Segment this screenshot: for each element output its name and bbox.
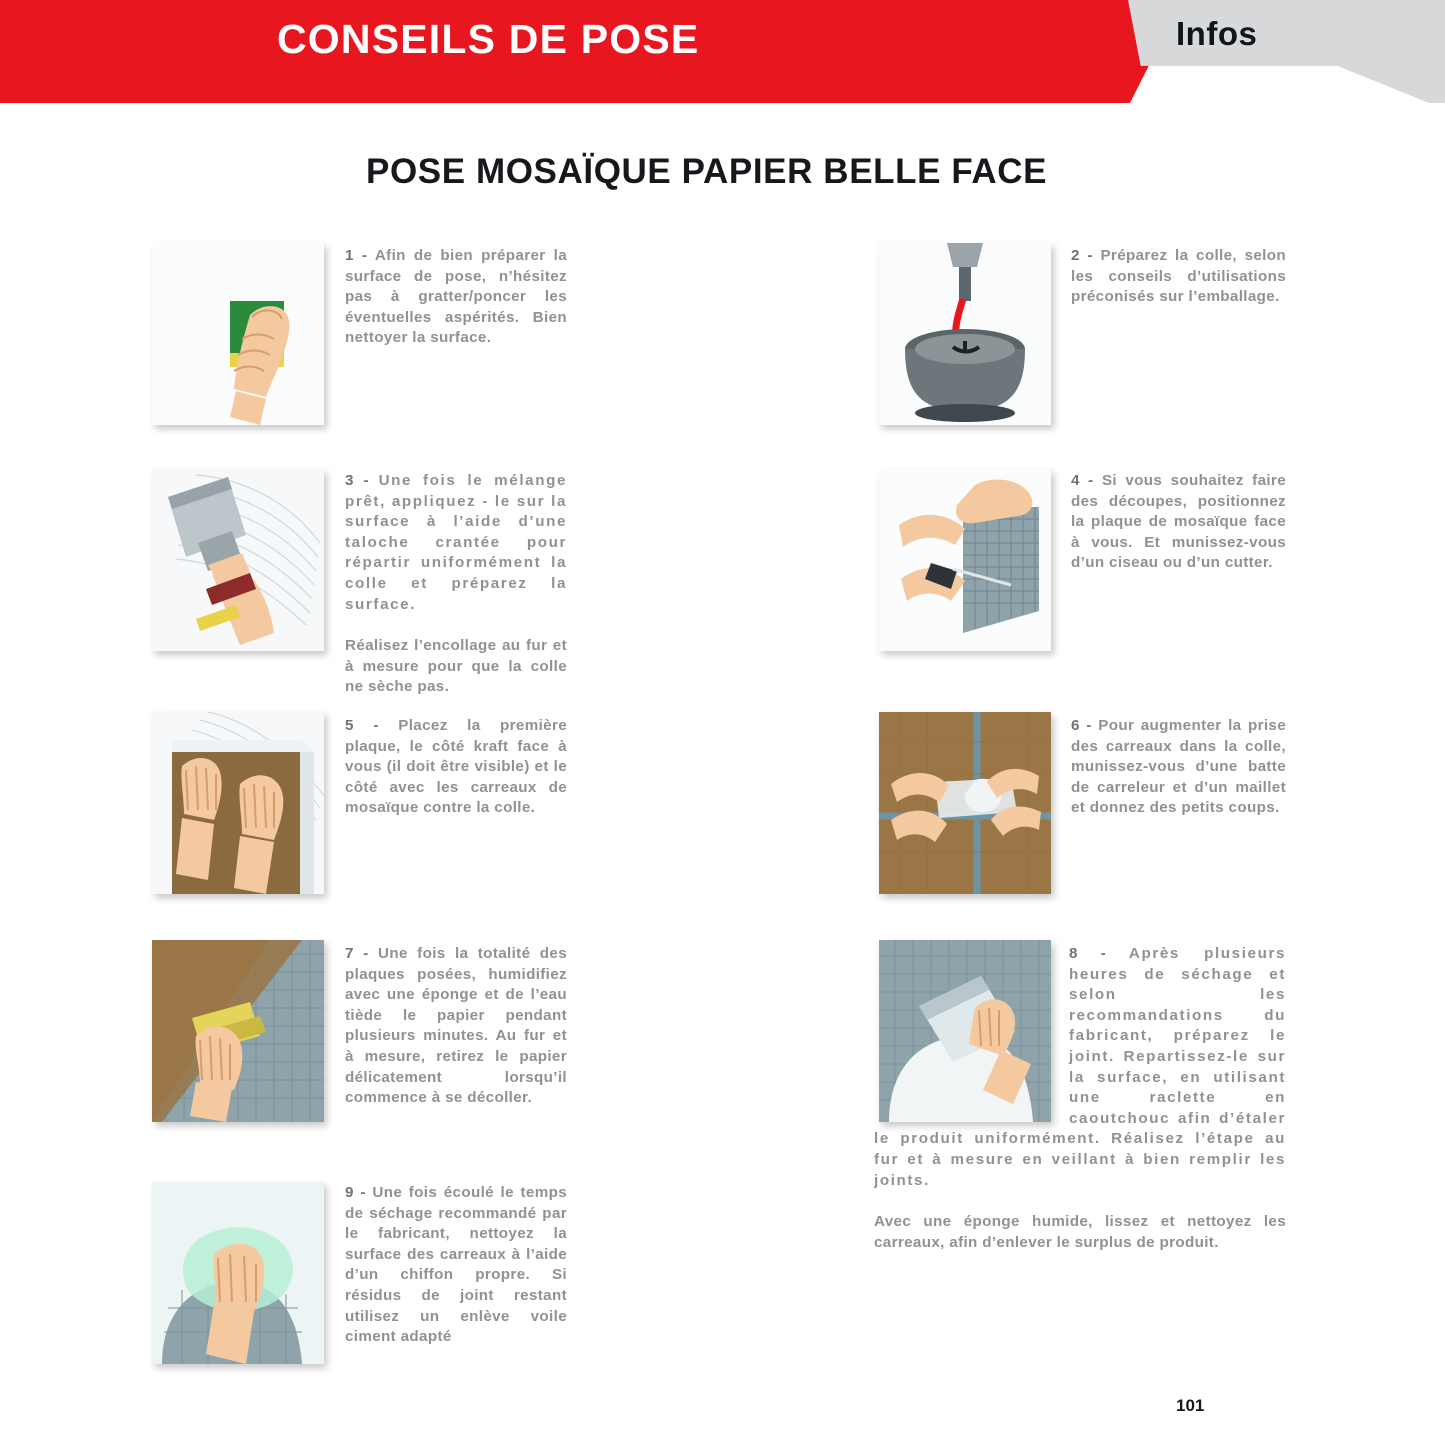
step-2-paragraph-1: Préparez la colle, selon les conseils d’utilisations préconisés sur l’emballage. <box>1071 247 1286 306</box>
step-5-paragraph-1: Placez la première plaque, le côté kraft face à vous (il doit être visible) et le côté avec les carreaux de mosaïque contre la colle. <box>345 717 567 817</box>
step-8-paragraph-2: Avec une éponge humide, lissez et nettoyez les carreaux, afin d’enlever le surplus de produit. <box>874 1213 1286 1251</box>
step-8-text <box>874 944 1286 1253</box>
step-9-image <box>152 1182 324 1364</box>
step-2-number: 2 - <box>1071 247 1101 264</box>
step-7-number: 7 - <box>345 945 379 962</box>
step-7-paragraph-1: Une fois la totalité des plaques posées, humidifiez avec une éponge et de l’eau tiède le papier pendant plusieurs minutes. Au fur et à mesure, retirez le papier délicatement lorsqu’il commence à se décoller. <box>345 945 567 1107</box>
step-9-text <box>345 1183 567 1348</box>
step-7-text <box>345 944 567 1109</box>
step-5-number: 5 - <box>345 717 399 734</box>
page-number: 101 <box>1176 1396 1205 1415</box>
step-6-image <box>879 712 1051 894</box>
step-3-text <box>345 471 567 698</box>
page-header <box>0 0 1445 103</box>
step-4-text <box>1071 471 1286 574</box>
step-4-paragraph-1: Si vous souhaitez faire des découpes, positionnez la plaque de mosaïque face à vous. Et munissez-vous d’un ciseau ou d’un cutter. <box>1071 472 1286 572</box>
step-2-image <box>879 243 1051 425</box>
step-6-text <box>1071 716 1286 819</box>
step-6-paragraph-1: Pour augmenter la prise des carreaux dans la colle, munissez-vous d’une batte de carreleur et d’un maillet et donnez des petits coups. <box>1071 717 1287 817</box>
step-8-number: 8 - <box>1069 945 1129 962</box>
header-infos-label: Infos <box>1176 15 1258 52</box>
step-1-image <box>152 243 324 425</box>
step-3-paragraph-2: Réalisez l’encollage au fur et à mesure pour que la colle ne sèche pas. <box>345 637 567 696</box>
header-title: CONSEILS DE POSE <box>277 16 700 62</box>
step-1-paragraph-1: Afin de bien préparer la surface de pose, n’hésitez pas à gratter/poncer les éventuelles aspérités. Bien nettoyer la surface. <box>345 247 567 347</box>
step-9-number: 9 - <box>345 1184 373 1201</box>
page-title: POSE MOSAÏQUE PAPIER BELLE FACE <box>366 152 1048 191</box>
step-8-paragraph-1: Après plusieurs heures de séchage et selon les recommandations du fabricant, préparez le joint. Repartissez-le sur la surface, en utilisant une raclette en caoutchouc afin d’étaler le produit uniformément. Réalisez l’étape au fur et à mesure en veillant à bien remplir les joints. <box>874 945 1286 1189</box>
step-4-number: 4 - <box>1071 472 1102 489</box>
step-9-paragraph-1: Une fois écoulé le temps de séchage recommandé par le fabricant, nettoyez la surface des carreaux à l’aide d’un chiffon propre. Si résidus de joint restant utilisez un enlève voile ciment adapté <box>345 1184 568 1346</box>
step-6-number: 6 - <box>1071 717 1099 734</box>
step-7-image <box>152 940 324 1122</box>
step-1-number: 1 - <box>345 247 375 264</box>
step-3-paragraph-1: Une fois le mélange prêt, appliquez - le sur la surface à l’aide d’une taloche crantée pour répartir uniformément la colle et préparez la surface. <box>345 472 567 613</box>
step-3-image <box>152 469 324 651</box>
step-2-text <box>1071 246 1286 308</box>
step-3-number: 3 - <box>345 472 379 489</box>
step-4-image <box>879 469 1051 651</box>
step-1-text <box>345 246 567 349</box>
step-5-text <box>345 716 567 819</box>
step-5-image <box>152 712 324 894</box>
